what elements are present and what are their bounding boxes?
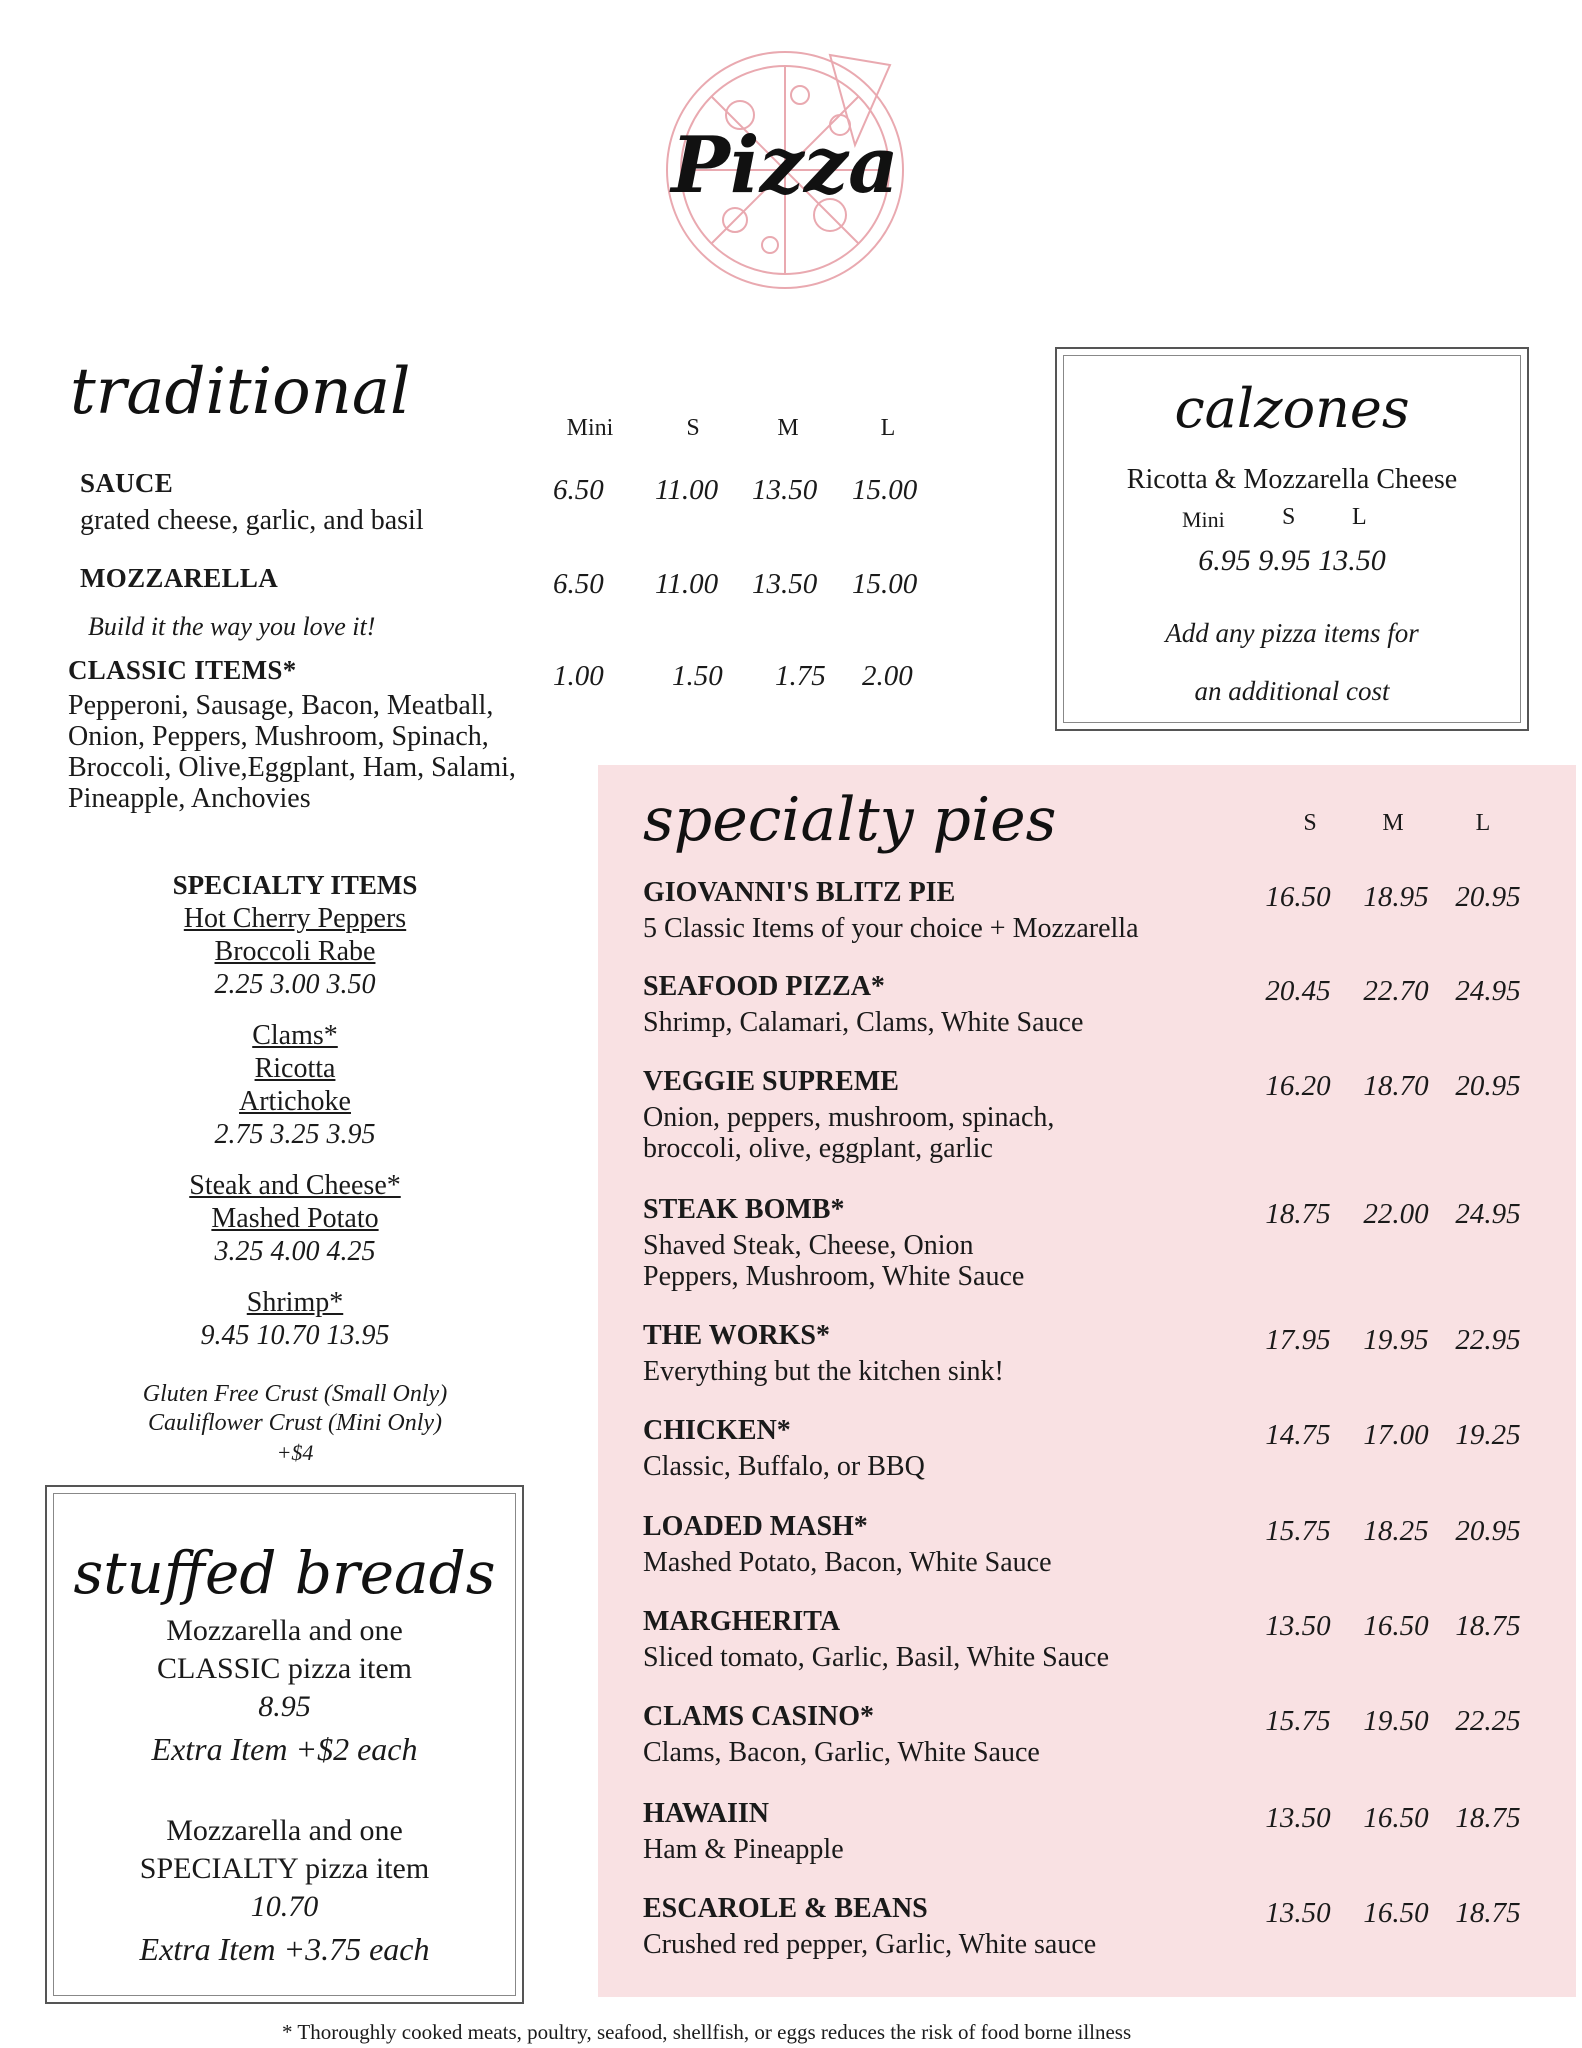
stuffed-bread-line: Mozzarella and one	[166, 1814, 403, 1847]
stuffed-bread-extra: Extra Item +3.75 each	[139, 1931, 430, 1967]
specialty-pie-price-s: 13.50	[1265, 1610, 1331, 1642]
specialty-pie-price-m: 18.70	[1363, 1070, 1429, 1102]
specialty-group-prices: 3.25 4.00 4.25	[214, 1236, 376, 1267]
specialty-group-prices: 2.75 3.25 3.95	[214, 1119, 376, 1150]
specialty-pies-heading: specialty pies	[643, 785, 1057, 855]
sauce-desc: grated cheese, garlic, and basil	[80, 505, 424, 536]
specialty-pie-price-l: 18.75	[1455, 1610, 1521, 1642]
specialty-pie-desc-line: Crushed red pepper, Garlic, White sauce	[643, 1929, 1097, 1960]
traditional-col-mini: Mini	[566, 415, 614, 441]
classic-items-line: Pineapple, Anchovies	[68, 783, 311, 814]
mozzarella-price-s: 11.00	[655, 568, 719, 600]
classic-items-name: CLASSIC ITEMS*	[68, 655, 297, 685]
traditional-heading: traditional	[70, 355, 411, 429]
crust-line: Gluten Free Crust (Small Only)	[142, 1381, 448, 1407]
specialty-pie-price-l: 18.75	[1455, 1802, 1521, 1834]
specialty-pie-desc	[643, 1737, 1040, 1768]
specialty-group-prices: 2.25 3.00 3.50	[214, 969, 376, 1000]
specialty-pie-name: MARGHERITA	[643, 1606, 841, 1637]
specialty-pie-price-s: 13.50	[1265, 1897, 1331, 1929]
mozzarella-price-l: 15.00	[852, 568, 918, 600]
specialty-pie-name: THE WORKS*	[643, 1320, 830, 1351]
sauce-price-s: 11.00	[655, 474, 719, 506]
specialty-pie-desc	[643, 1642, 1109, 1673]
specialty-pie-price-l: 22.95	[1455, 1324, 1521, 1356]
specialty-item: Clams*	[252, 1020, 338, 1051]
specialty-pie-price-l: 20.95	[1455, 1070, 1521, 1102]
calzones-prices: 6.95 9.95 13.50	[1198, 544, 1386, 577]
specialty-pie-desc	[643, 1230, 1024, 1292]
stuffed-breads-box	[45, 1485, 524, 2004]
specialty-pie-price-l: 19.25	[1455, 1419, 1521, 1451]
specialty-pie-price-m: 18.25	[1363, 1515, 1429, 1547]
sauce-price-l: 15.00	[852, 474, 918, 506]
specialty-pie-desc-line: Everything but the kitchen sink!	[643, 1356, 1004, 1387]
specialty-pie-price-s: 14.75	[1265, 1419, 1331, 1451]
specialty-pie-price-l: 22.25	[1455, 1705, 1521, 1737]
classic-price-l: 2.00	[862, 660, 913, 692]
specialty-pie-desc-line: Shrimp, Calamari, Clams, White Sauce	[643, 1007, 1084, 1038]
specialty-item: Artichoke	[239, 1086, 351, 1117]
classic-items-line: Pepperoni, Sausage, Bacon, Meatball,	[68, 690, 494, 721]
specialty-group	[95, 1019, 495, 1151]
mozzarella-name: MOZZARELLA	[80, 563, 279, 593]
specialty-pie-name: VEGGIE SUPREME	[643, 1066, 899, 1097]
stuffed-bread-line: CLASSIC pizza item	[157, 1652, 412, 1685]
pies-col-s: S	[1303, 810, 1317, 836]
specialty-pie-price-l: 20.95	[1455, 1515, 1521, 1547]
specialty-item: Hot Cherry Peppers	[183, 903, 407, 934]
specialty-pie-desc-line: 5 Classic Items of your choice + Mozzarella	[643, 913, 1139, 944]
classic-items-list	[68, 690, 516, 814]
mozzarella-price-m: 13.50	[752, 568, 818, 600]
specialty-pie-desc	[643, 1007, 1083, 1038]
tagline: Build it the way you love it!	[88, 612, 376, 641]
specialty-pie-desc-line: Ham & Pineapple	[643, 1834, 844, 1865]
calzones-col-l: L	[1352, 504, 1367, 530]
specialty-pie-desc	[643, 1929, 1096, 1960]
specialty-pie-price-m: 22.00	[1363, 1198, 1429, 1230]
sauce-price-mini: 6.50	[553, 474, 604, 506]
pies-col-l: L	[1475, 810, 1491, 836]
specialty-pie-price-m: 16.50	[1363, 1897, 1429, 1929]
specialty-pie-price-m: 18.95	[1363, 881, 1429, 913]
stuffed-bread-extra: Extra Item +$2 each	[151, 1731, 418, 1767]
specialty-pie-desc-line: Onion, peppers, mushroom, spinach,	[643, 1102, 1055, 1133]
specialty-item: Shrimp*	[246, 1287, 344, 1318]
mozzarella-price-mini: 6.50	[553, 568, 604, 600]
specialty-pie-price-l: 20.95	[1455, 881, 1521, 913]
classic-items-line: Onion, Peppers, Mushroom, Spinach,	[68, 721, 489, 752]
sauce-name: SAUCE	[80, 468, 174, 498]
specialty-pie-desc-line: Sliced tomato, Garlic, Basil, White Sauce	[643, 1642, 1110, 1673]
specialty-pie-price-s: 15.75	[1265, 1515, 1331, 1547]
stuffed-bread-price: 10.70	[250, 1890, 319, 1923]
specialty-pie-price-s: 16.50	[1265, 881, 1331, 913]
specialty-pie-name: STEAK BOMB*	[643, 1194, 845, 1225]
specialty-pie-desc	[643, 1451, 925, 1482]
stuffed-bread-price: 8.95	[258, 1690, 311, 1723]
specialty-pie-price-s: 20.45	[1265, 975, 1331, 1007]
specialty-pie-price-l: 24.95	[1455, 1198, 1521, 1230]
stuffed-bread-line: Mozzarella and one	[166, 1614, 403, 1647]
specialty-pie-price-m: 19.50	[1363, 1705, 1429, 1737]
pies-col-m: M	[1382, 810, 1404, 836]
classic-price-mini: 1.00	[553, 660, 604, 692]
specialty-pie-price-m: 19.95	[1363, 1324, 1429, 1356]
specialty-pie-price-l: 18.75	[1455, 1897, 1521, 1929]
specialty-pie-name: CLAMS CASINO*	[643, 1701, 875, 1732]
specialty-items-heading: SPECIALTY ITEMS	[172, 870, 418, 900]
specialty-pie-desc	[643, 1102, 1054, 1164]
specialty-item: Broccoli Rabe	[214, 936, 376, 967]
specialty-item: Steak and Cheese*	[189, 1170, 401, 1201]
calzones-desc: Ricotta & Mozzarella Cheese	[1126, 464, 1458, 495]
traditional-col-m: M	[777, 415, 799, 441]
specialty-pie-name: LOADED MASH*	[643, 1511, 868, 1542]
specialty-pie-name: SEAFOOD PIZZA*	[643, 971, 885, 1002]
classic-price-m: 1.75	[775, 660, 826, 692]
specialty-pie-price-m: 16.50	[1363, 1610, 1429, 1642]
traditional-col-l: L	[880, 415, 896, 441]
specialty-item: Mashed Potato	[211, 1203, 379, 1234]
specialty-pie-desc-line: Clams, Bacon, Garlic, White Sauce	[643, 1737, 1040, 1768]
specialty-pie-price-s: 15.75	[1265, 1705, 1331, 1737]
specialty-pie-price-m: 22.70	[1363, 975, 1429, 1007]
traditional-col-s: S	[686, 415, 700, 441]
specialty-pie-price-s: 18.75	[1265, 1198, 1331, 1230]
menu-title: Pizza	[671, 120, 899, 211]
specialty-pie-desc	[643, 1834, 844, 1865]
specialty-pie-name: GIOVANNI'S BLITZ PIE	[643, 877, 956, 908]
specialty-pie-name: CHICKEN*	[643, 1415, 791, 1446]
calzones-note-line: Add any pizza items for	[1165, 618, 1419, 648]
specialty-item: Ricotta	[254, 1053, 336, 1084]
stuffed-bread-line: SPECIALTY pizza item	[139, 1852, 430, 1885]
specialty-pie-price-l: 24.95	[1455, 975, 1521, 1007]
calzones-box	[1055, 347, 1529, 731]
calzones-note-line: an additional cost	[1194, 676, 1390, 706]
specialty-pie-desc-line: Classic, Buffalo, or BBQ	[643, 1451, 925, 1482]
classic-price-s: 1.50	[672, 660, 723, 692]
specialty-pie-price-m: 17.00	[1363, 1419, 1429, 1451]
calzones-col-mini: Mini	[1182, 507, 1225, 532]
specialty-pies-panel	[598, 765, 1576, 1997]
specialty-pie-name: ESCAROLE & BEANS	[643, 1893, 928, 1924]
crust-line: Cauliflower Crust (Mini Only)	[148, 1410, 442, 1436]
stuffed-bread-option	[47, 1812, 522, 1968]
calzones-col-s: S	[1282, 504, 1296, 530]
stuffed-bread-option	[47, 1612, 522, 1768]
crust-options	[95, 1380, 495, 1467]
specialty-group	[95, 902, 495, 1001]
specialty-pie-desc-line: Peppers, Mushroom, White Sauce	[643, 1261, 1025, 1292]
specialty-pie-desc-line: broccoli, olive, eggplant, garlic	[643, 1133, 993, 1164]
specialty-pie-desc-line: Shaved Steak, Cheese, Onion	[643, 1230, 974, 1261]
specialty-pie-price-s: 16.20	[1265, 1070, 1331, 1102]
sauce-price-m: 13.50	[752, 474, 818, 506]
crust-line: +$4	[276, 1440, 314, 1465]
specialty-pie-desc	[643, 1547, 1052, 1578]
specialty-items-section	[95, 868, 495, 1467]
specialty-pie-desc	[643, 913, 1139, 944]
specialty-pie-price-s: 13.50	[1265, 1802, 1331, 1834]
footnote: * Thoroughly cooked meats, poultry, seafood, shellfish, or eggs reduces the risk of food borne illness	[282, 2020, 1132, 2044]
specialty-pie-name: HAWAIIN	[643, 1798, 770, 1829]
specialty-pie-price-s: 17.95	[1265, 1324, 1331, 1356]
specialty-pie-price-m: 16.50	[1363, 1802, 1429, 1834]
specialty-group-prices: 9.45 10.70 13.95	[200, 1320, 390, 1351]
specialty-pie-desc	[643, 1356, 1004, 1387]
specialty-pie-desc-line: Mashed Potato, Bacon, White Sauce	[643, 1547, 1052, 1578]
stuffed-breads-heading: stuffed breads	[73, 1539, 496, 1607]
classic-items-line: Broccoli, Olive,Eggplant, Ham, Salami,	[68, 752, 516, 783]
calzones-heading: calzones	[1174, 377, 1410, 440]
specialty-group	[95, 1286, 495, 1352]
specialty-group	[95, 1169, 495, 1268]
calzones-note	[1057, 604, 1527, 720]
